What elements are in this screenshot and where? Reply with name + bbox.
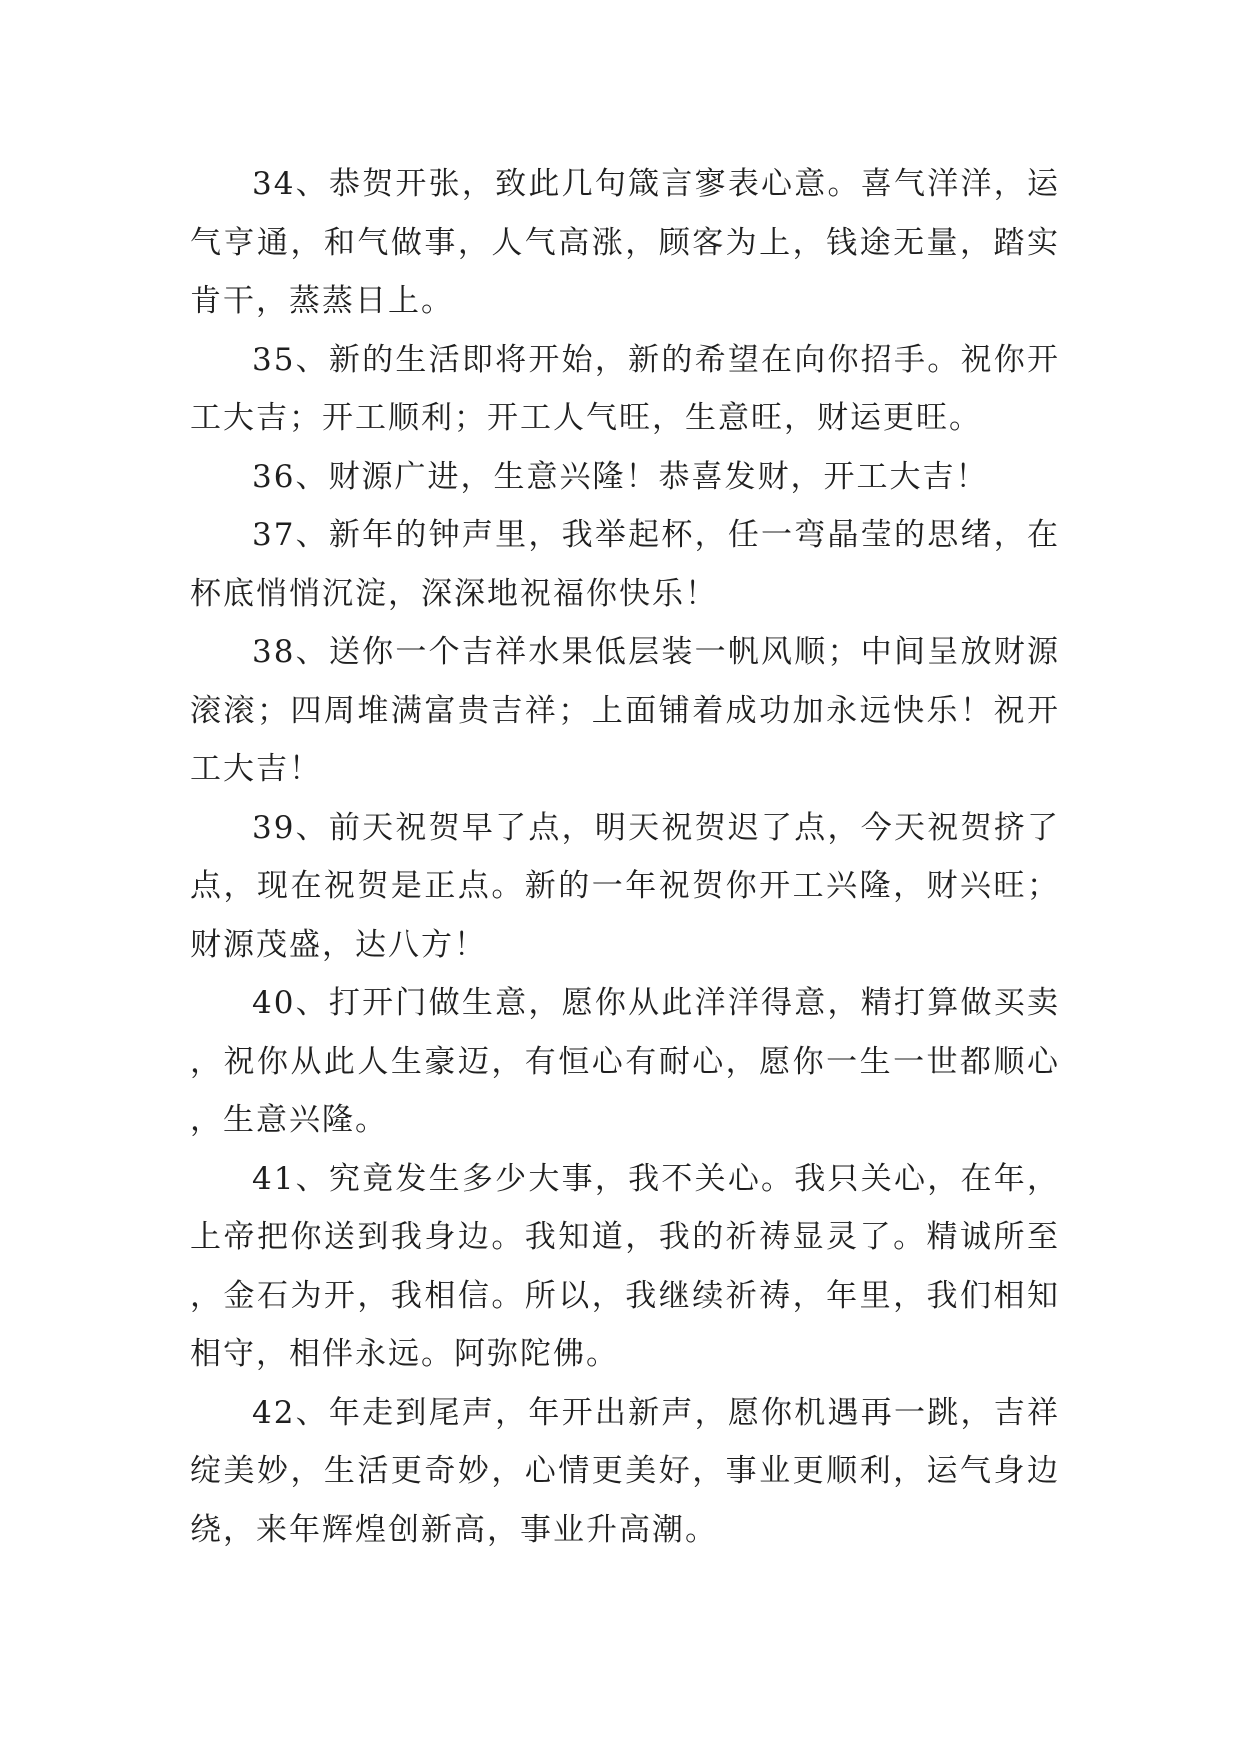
paragraph-35: 35、新的生活即将开始，新的希望在向你招手。祝你开工大吉；开工顺利；开工人气旺，生意旺，财运更旺。: [190, 341, 1060, 436]
paragraph-39: 39、前天祝贺早了点，明天祝贺迟了点，今天祝贺挤了点，现在祝贺是正点。新的一年祝贺你开工兴隆，财兴旺；财源茂盛，达八方！: [190, 809, 1060, 963]
paragraph-38: 38、送你一个吉祥水果低层装一帆风顺；中间呈放财源滚滚；四周堆满富贵吉祥；上面铺着成功加永远快乐！祝开工大吉！: [190, 634, 1060, 787]
paragraph-41: 41、究竟发生多少大事，我不关心。我只关心，在年，上帝把你送到我身边。我知道，我的祈祷显灵了。精诚所至，金石为开，我相信。所以，我继续祈祷，年里，我们相知相守，相伴永远。阿弥陀佛。: [190, 1160, 1060, 1372]
paragraph-42: 42、年走到尾声，年开出新声，愿你机遇再一跳，吉祥绽美妙，生活更奇妙，心情更美好，事业更顺利，运气身边绕，来年辉煌创新高，事业升高潮。: [190, 1394, 1060, 1548]
paragraph-34: 34、恭贺开张，致此几句箴言寥表心意。喜气洋洋，运气亨通，和气做事，人气高涨，顾客为上，钱途无量，踏实肯干，蒸蒸日上。: [190, 166, 1060, 319]
document-body: [190, 155, 1060, 1559]
paragraph-40: 40、打开门做生意，愿你从此洋洋得意，精打算做买卖，祝你从此人生豪迈，有恒心有耐心，愿你一生一世都顺心，生意兴隆。: [190, 985, 1060, 1138]
paragraph-36: 36、财源广进，生意兴隆！恭喜发财，开工大吉！: [252, 458, 989, 495]
paragraph-37: 37、新年的钟声里，我举起杯，任一弯晶莹的思绪，在杯底悄悄沉淀，深深地祝福你快乐！: [190, 517, 1060, 612]
